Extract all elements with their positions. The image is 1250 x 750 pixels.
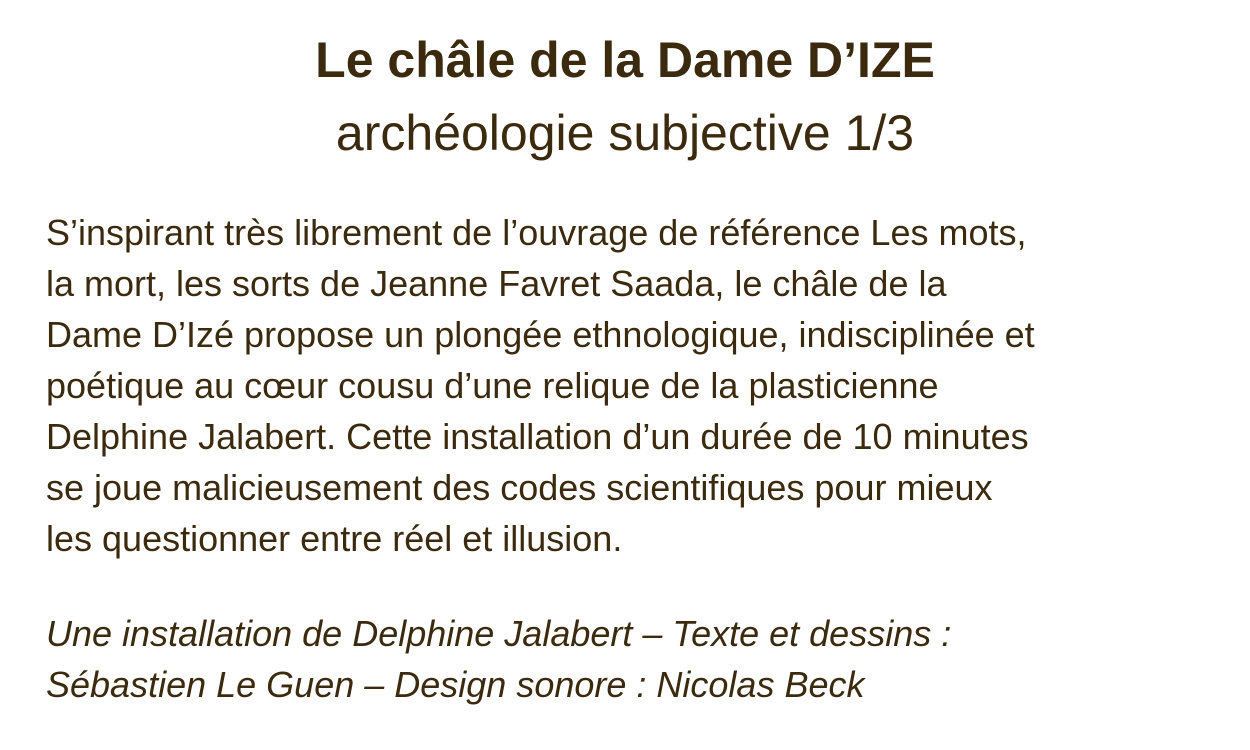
credits-paragraph — [46, 608, 1226, 710]
description-line: S’inspirant très librement de l’ouvrage de référence Les mots, — [46, 212, 1027, 253]
description-line: Delphine Jalabert. Cette installation d’un durée de 10 minutes — [46, 416, 1029, 457]
credits-line: Sébastien Le Guen – Design sonore : Nicolas Beck — [46, 664, 865, 705]
page-title: Le châle de la Dame D’IZE — [315, 32, 935, 88]
description-line: poétique au cœur cousu d’une relique de la plasticienne — [46, 365, 939, 406]
description-line: la mort, les sorts de Jeanne Favret Saada, le châle de la — [46, 263, 947, 304]
page-subtitle: archéologie subjective 1/3 — [335, 105, 915, 161]
description-line: les questionner entre réel et illusion. — [46, 518, 623, 559]
description-line: se joue malicieusement des codes scientifiques pour mieux — [46, 467, 993, 508]
description-line: Dame D’Izé propose un plongée ethnologique, indisciplinée et — [46, 314, 1035, 355]
credits-line: Une installation de Delphine Jalabert – Texte et dessins : — [46, 613, 952, 654]
description-paragraph — [46, 207, 1226, 564]
